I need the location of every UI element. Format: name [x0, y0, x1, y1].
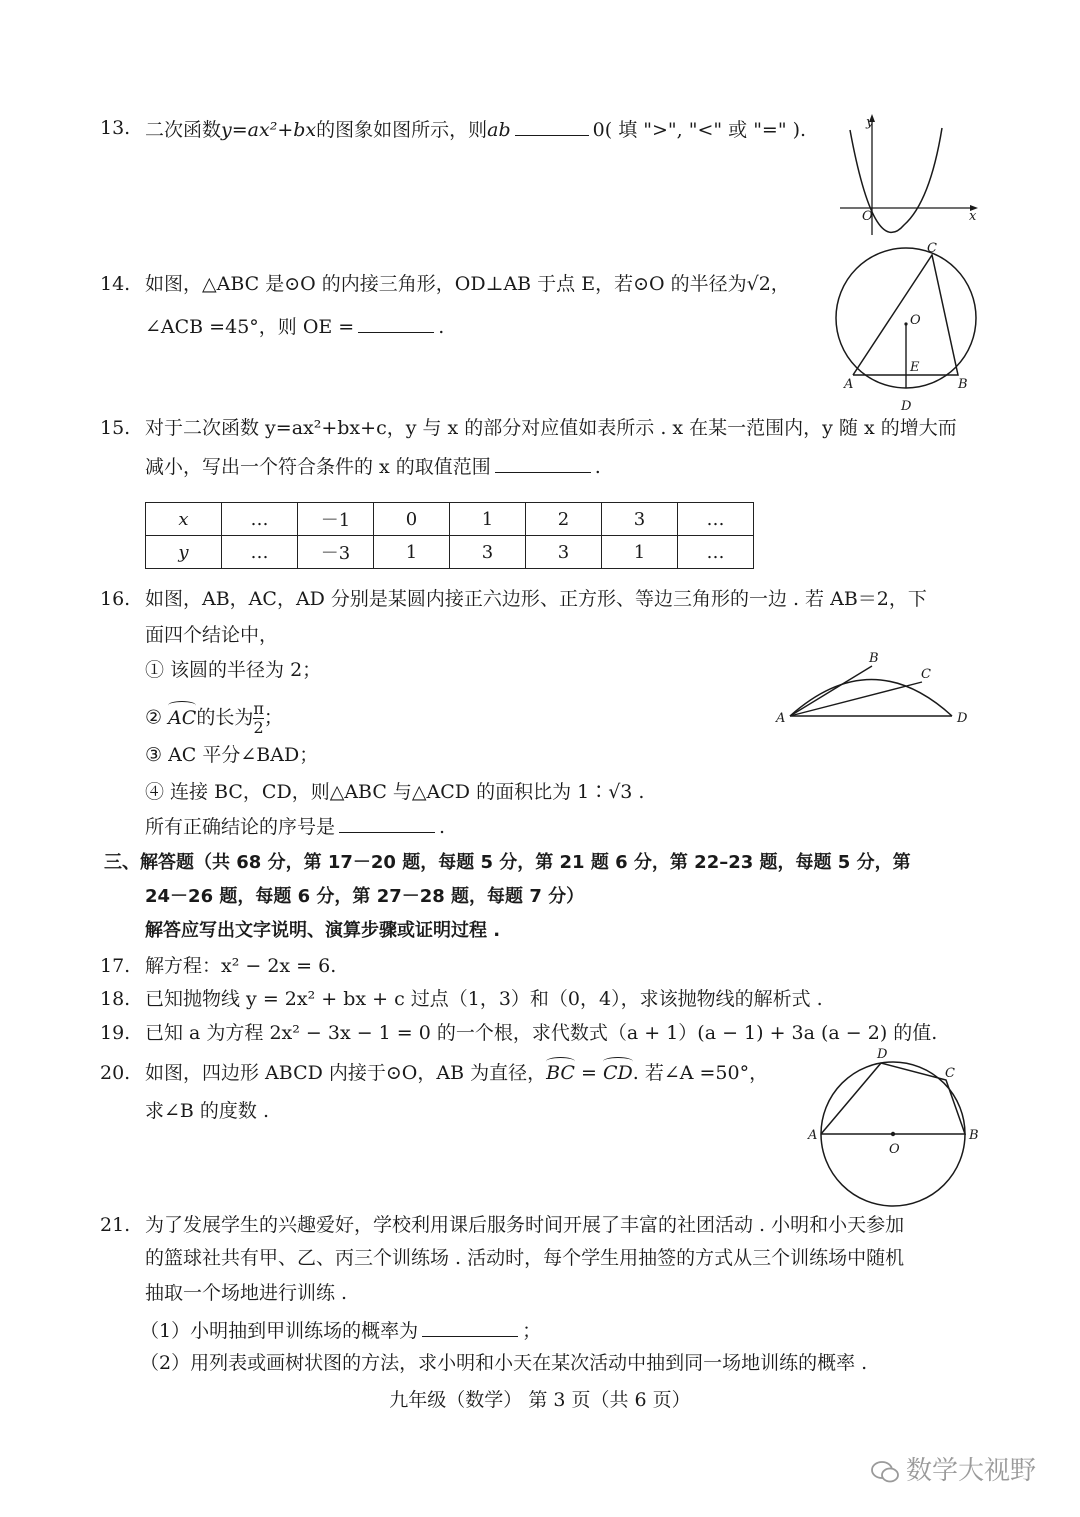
q16-conclusion-4: ④ 连接 BC，CD，则△ABC 与△ACD 的面积比为 1∶√3 . — [145, 781, 645, 803]
table-cell: x — [146, 503, 222, 536]
q15-answer-blank[interactable] — [495, 452, 591, 473]
q16-arc-figure — [772, 648, 977, 728]
table-cell: y — [146, 536, 222, 569]
table-cell: … — [222, 536, 298, 569]
q16-conclusion-2 — [145, 700, 283, 737]
arc-mark — [546, 1057, 575, 1066]
q14-line2 — [145, 312, 444, 340]
section3-heading-line2: 24－26 题，每题 6 分，第 27－28 题，每题 7 分） — [145, 886, 585, 907]
q21-answer-blank[interactable] — [422, 1316, 518, 1337]
table-cell: 0 — [374, 503, 450, 536]
label-c: C — [927, 241, 937, 256]
q16-answer-line — [145, 812, 445, 840]
label-d: D — [901, 399, 912, 414]
label-b: B — [969, 1128, 979, 1143]
table-cell: 1 — [602, 536, 678, 569]
q14-line1: 如图，△ABC 是⊙O 的内接三角形，OD⊥AB 于点 E，若⊙O 的半径为√2， — [145, 273, 790, 295]
q16-number: 16. — [100, 588, 131, 610]
q16-conclusion-3: ③ AC 平分∠BAD； — [145, 744, 319, 766]
section3-instruction: 解答应写出文字说明、演算步骤或证明过程 . — [145, 920, 501, 941]
table-cell: 1 — [450, 503, 526, 536]
table-row — [146, 536, 754, 569]
label-d: D — [957, 711, 968, 726]
q13-text-a: 二次函数 — [145, 119, 222, 141]
table-cell: －3 — [298, 536, 374, 569]
label-o: O — [910, 313, 921, 328]
q20-number: 20. — [100, 1062, 131, 1084]
q16-c2-a: ② — [145, 706, 169, 729]
fraction-denominator: 2 — [253, 718, 264, 737]
table-cell: 3 — [602, 503, 678, 536]
q16-c5-a: 所有正确结论的序号是 — [145, 816, 336, 838]
q13-text-b: 的图象如图所示，则 — [316, 119, 488, 141]
watermark — [870, 1450, 1036, 1487]
q21-part1-text: （1）小明抽到甲训练场的概率为 — [140, 1320, 419, 1342]
section3-heading: 三、解答题（共 68 分，第 17－20 题，每题 5 分，第 21 题 6 分，第 22–23 题，每题 5 分，第 — [104, 852, 911, 873]
label-a: A — [844, 377, 854, 392]
label-a: A — [808, 1128, 818, 1143]
q21-part1 — [140, 1316, 541, 1344]
q15-number: 15. — [100, 417, 131, 439]
q15-value-table — [145, 502, 754, 569]
fraction-numerator: π — [253, 699, 264, 718]
table-cell: … — [678, 503, 754, 536]
q20-arc-cd — [603, 1062, 633, 1084]
q14-line2-b: . — [438, 316, 445, 338]
q13-parabola-graph — [832, 110, 982, 240]
q20-arc-bc — [546, 1062, 575, 1084]
page-footer: 九年级（数学） 第 3 页（共 6 页） — [389, 1389, 691, 1411]
table-cell: … — [222, 503, 298, 536]
table-cell: 1 — [374, 536, 450, 569]
x-axis-label: x — [969, 209, 977, 224]
q20-line2: 求∠B 的度数 . — [145, 1100, 270, 1122]
q19-number: 19. — [100, 1022, 131, 1044]
table-cell: … — [678, 536, 754, 569]
q15-line2-a: 减小，写出一个符合条件的 x 的取值范围 — [145, 456, 491, 478]
arc-mark — [603, 1057, 633, 1066]
q21-number: 21. — [100, 1214, 131, 1236]
q13-formula: y=ax²+bx — [221, 119, 317, 141]
label-a: A — [776, 711, 786, 726]
q14-line2-a: ∠ACB =45°，则 OE = — [145, 316, 355, 338]
q16-line1: 如图，AB，AC，AD 分别是某圆内接正六边形、正方形、等边三角形的一边 . 若 AB＝2，下 — [145, 588, 927, 610]
q16-line2: 面四个结论中， — [145, 624, 279, 646]
q21-line2: 的篮球社共有甲、乙、丙三个训练场 . 活动时，每个学生用抽签的方式从三个训练场中随机 — [145, 1247, 905, 1269]
q14-circle-figure — [830, 240, 985, 415]
wechat-icon — [870, 1459, 900, 1485]
table-cell: 3 — [526, 536, 602, 569]
label-c: C — [945, 1066, 955, 1081]
q17-number: 17. — [100, 955, 131, 977]
q20-equals: = — [574, 1062, 603, 1084]
watermark-text: 数学大视野 — [906, 1456, 1037, 1486]
q13-number: 13. — [100, 117, 131, 139]
q16-conclusion-1: ① 该圆的半径为 2； — [145, 659, 322, 681]
q16-c2-b: 的长为 — [196, 706, 254, 729]
q20-line1-a: 如图，四边形 ABCD 内接于⊙O，AB 为直径， — [145, 1062, 547, 1084]
table-cell: －1 — [298, 503, 374, 536]
arc-label: CD — [602, 1062, 633, 1084]
q16-answer-blank[interactable] — [339, 812, 435, 833]
chord-ab — [790, 666, 872, 716]
arc-label: BC — [546, 1062, 575, 1084]
arc-mark — [168, 701, 196, 710]
q20-line1 — [145, 1060, 768, 1086]
center-point — [904, 322, 907, 325]
label-c: C — [921, 667, 931, 682]
q16-c5-b: . — [439, 816, 446, 838]
table-row — [146, 503, 754, 536]
table-cell: 2 — [526, 503, 602, 536]
q21-part1-end: ； — [522, 1320, 542, 1342]
q19-text: 已知 a 为方程 2x² − 3x − 1 = 0 的一个根，求代数式（a + 1）(a − 1) + 3a (a − 2) 的值. — [145, 1022, 938, 1044]
label-b: B — [958, 377, 968, 392]
chord-ac — [790, 682, 922, 716]
q13-text-c: 0( 填 ">", "<" 或 "=" ). — [592, 119, 807, 141]
q13-answer-blank[interactable] — [515, 115, 589, 136]
q15-line1: 对于二次函数 y=ax²+bx+c，y 与 x 的部分对应值如表所示 . x 在某一范围内，y 随 x 的增大而 — [145, 417, 957, 439]
q20-line1-b: . 若∠A =50°， — [632, 1062, 769, 1084]
q21-part2: （2）用列表或画树状图的方法，求小明和小天在某次活动中抽到同一场地训练的概率 . — [140, 1352, 868, 1374]
q18-text: 已知抛物线 y = 2x² + bx + c 过点（1，3）和（0，4），求该抛物线的解析式 . — [145, 988, 823, 1010]
q13-ab: ab — [487, 119, 511, 141]
label-o: O — [889, 1142, 900, 1157]
label-d: D — [877, 1047, 888, 1062]
label-b: B — [869, 651, 879, 666]
q20-circle-figure — [805, 1045, 985, 1210]
quadrilateral-abcd — [821, 1063, 965, 1134]
q17-text: 解方程：x² − 2x = 6. — [145, 955, 337, 977]
q16-fraction — [253, 700, 264, 737]
q21-line1: 为了发展学生的兴趣爱好，学校利用课后服务时间开展了丰富的社团活动 . 小明和小天参加 — [145, 1214, 905, 1236]
q18-number: 18. — [100, 988, 131, 1010]
table-cell: 3 — [450, 536, 526, 569]
circle-arc — [790, 680, 952, 717]
origin-label: O — [862, 209, 873, 224]
label-e: E — [910, 360, 920, 375]
q14-answer-blank[interactable] — [358, 312, 434, 333]
q16-c2-c: ； — [263, 706, 283, 729]
q15-line2-b: . — [594, 456, 601, 478]
q21-line3: 抽取一个场地进行训练 . — [145, 1282, 348, 1304]
q16-arc-label: AC — [168, 706, 197, 729]
q13-text — [145, 115, 806, 143]
q15-line2 — [145, 452, 601, 480]
q14-number: 14. — [100, 273, 131, 295]
y-axis-label: y — [866, 115, 874, 130]
center-point — [891, 1132, 895, 1136]
q16-arc-ac — [168, 707, 196, 729]
